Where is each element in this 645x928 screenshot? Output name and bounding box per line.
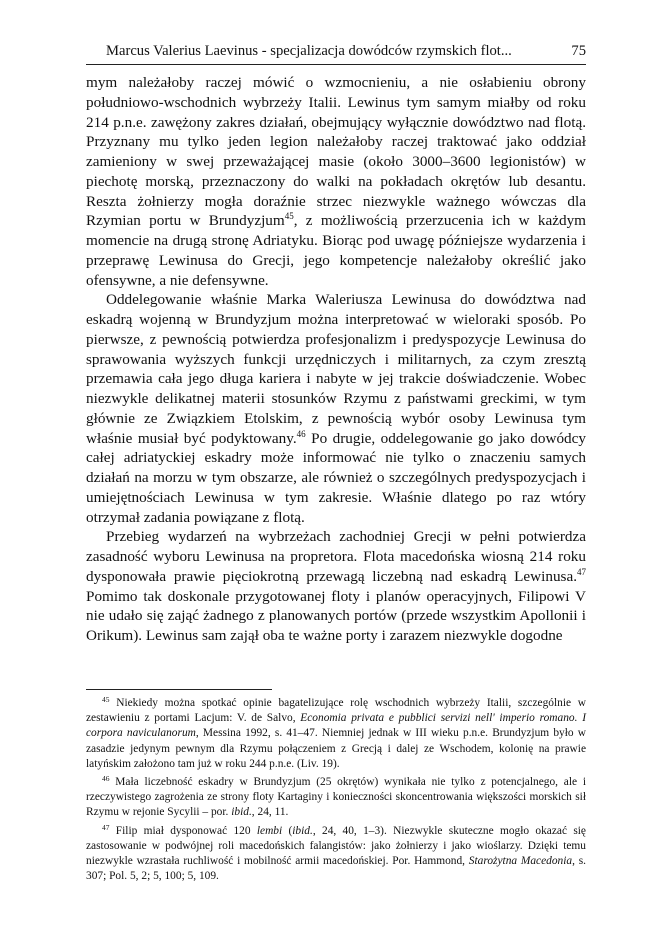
footnote-citation-title: Economia privata e pubblici servizi nell' imperio romano. I corpora naviculanorum [86, 712, 586, 740]
footnote-text: Niekiedy można spotkać opinie bagatelizujące rolę wschodnich wybrzeży Italii, szczególnie w zestawieniu z portami Lacjum: V. de Salvo, [86, 697, 586, 725]
paragraph-1-text: mym należałoby raczej mówić o wzmocnieniu, a nie osłabieniu obrony południowo-wschodnich wybrzeży Italii. Lewinus tym samym miałby od roku 214 p.n.e. zawężony zakres działań, obejmujący wyłącznie dowództwo nad flotą. Przyznany mu tylko jeden legion należałoby raczej traktować jako oddział zamieniony w swej przeważającej masie (około 3000–3600 legionistów) w piechotę morską, przeznaczony do walki na pokładach okrętów lub desantu. Reszta żołnierzy mogła doraźnie strzec niezwykle ważnego wówczas dla Rzymian portu w Brundyzjum [86, 74, 586, 230]
footnote-text: , s. 307; Pol. 5, 2; 5, 100; 5, 109. [86, 855, 586, 883]
paragraph-2-rest: Po drugie, oddelegowanie go jako dowódcy całej adriatyckiej eskadry może informować nie tylko o znaczeniu samych działań na morzu w tym obszarze, ale również o szczególnych predyspozycjach i umiejętnościach Lewinusa w tym zakresie. Właśnie dlatego po raz wtóry otrzymał zadania powiązane z flotą. [86, 429, 586, 526]
footnote-number: 47 [102, 822, 110, 832]
footnote-citation-title: ibid. [231, 806, 252, 819]
footnote-ref-46: 46 [296, 428, 306, 439]
paragraph-1 [86, 73, 586, 290]
paragraph-2 [86, 290, 586, 527]
footnote-separator [86, 689, 272, 690]
paragraph-3-rest: Pomimo tak doskonale przygotowanej floty i planów operacyjnych, Filipowi V nie udało się zająć żadnego z planowanych portów (przede wszystkim Apollonii i Orikum). Lewinus sam zajął oba te ważne porty i zarazem niezwykle dogodne [86, 587, 586, 644]
footnote-text: , 24, 11. [251, 806, 289, 819]
footnote-text: ( [282, 824, 293, 837]
footnote-text: Mała liczebność eskadry w Brundyzjum (25 okrętów) wynikała nie tylko z potencjalnego, ale i rzeczywistego zagrożenia ze strony floty Kartaginy i konieczności skoncentrowania większości morskich sił Rzymu w rejonie Sycylii – por. [86, 776, 586, 819]
footnote-text: , Messina 1992, s. 41–47. Niemniej jednak w III wieku p.n.e. Brundyzjum było w zasadzie jedynym pewnym dla Rzymu połączeniem z Grecją i dalej ze Wschodem, kolonię na prawie latyńskim założono tam już w roku 244 p.n.e. (Liv. 19). [86, 727, 586, 770]
footnote-ref-47: 47 [577, 566, 586, 577]
footnote-number: 46 [102, 774, 110, 784]
footnote-text: Filip miał dysponować 120 [109, 824, 257, 837]
header-rule [86, 64, 586, 65]
footnote-text: , 24, 40, 1–3). Niezwykle skuteczne mogło okazać się zastosowanie w podwójnej roli macedońskich falangistów: jako żołnierzy i jako wioślarzy. Dzięki temu niezwykle wzrastała ruchliwość i mobilność armii macedońskiej. Por. Hammond, [86, 824, 586, 868]
footnote-citation-title: Starożytna Macedonia [468, 855, 573, 868]
page-number: 75 [571, 43, 586, 59]
paragraph-1-rest: , z możliwością przerzucenia ich w każdym momencie na drugą stronę Adriatyku. Biorąc pod uwagę późniejsze wydarzenia i przeprawę Lewinusa do Grecji, jego kompetencje należałoby określić jako ofensywne, a nie defensywne. [86, 212, 586, 289]
footnote-ref-45: 45 [284, 211, 294, 222]
footnote-47 [86, 824, 586, 885]
footnote-46 [86, 775, 586, 821]
paragraph-2-text: Oddelegowanie właśnie Marka Waleriusza Lewinusa do dowództwa nad eskadrą wojenną w Brundyzjum można interpretować w wieloraki sposób. Po pierwsze, z pewnością potwierdza profesjonalizm i predyspozycje Lewinusa do sprawowania wyższych funkcji urzędniczych i militarnych, za czym zresztą przemawia cała jego długa kariera i nabyte w jej trakcie doświadczenie. Wobec niezwykle delikatnej materii stosunków Rzymu z państwami greckimi, w tym głównie ze Związkiem Etolskim, z pewnością wybór osoby Lewinusa tym właśnie musiał być podyktowany. [86, 291, 586, 447]
paragraph-3-text: Przebieg wydarzeń na wybrzeżach zachodniej Grecji w pełni potwierdza zasadność wyboru Lewinusa na propretora. Flota macedońska wiosną 214 roku dysponowała prawie pięciokrotną przewagą liczebną nad eskadrą Lewinusa. [86, 528, 586, 585]
footnote-45 [86, 696, 586, 772]
footnote-citation-title: ibid. [292, 824, 313, 837]
footnotes [86, 696, 586, 884]
footnote-citation-title: lembi [256, 824, 283, 837]
footnote-number: 45 [102, 695, 110, 704]
running-title: Marcus Valerius Laevinus - specjalizacja dowódców rzymskich flot... [106, 43, 512, 59]
main-text [86, 73, 586, 646]
paragraph-3 [86, 527, 586, 646]
